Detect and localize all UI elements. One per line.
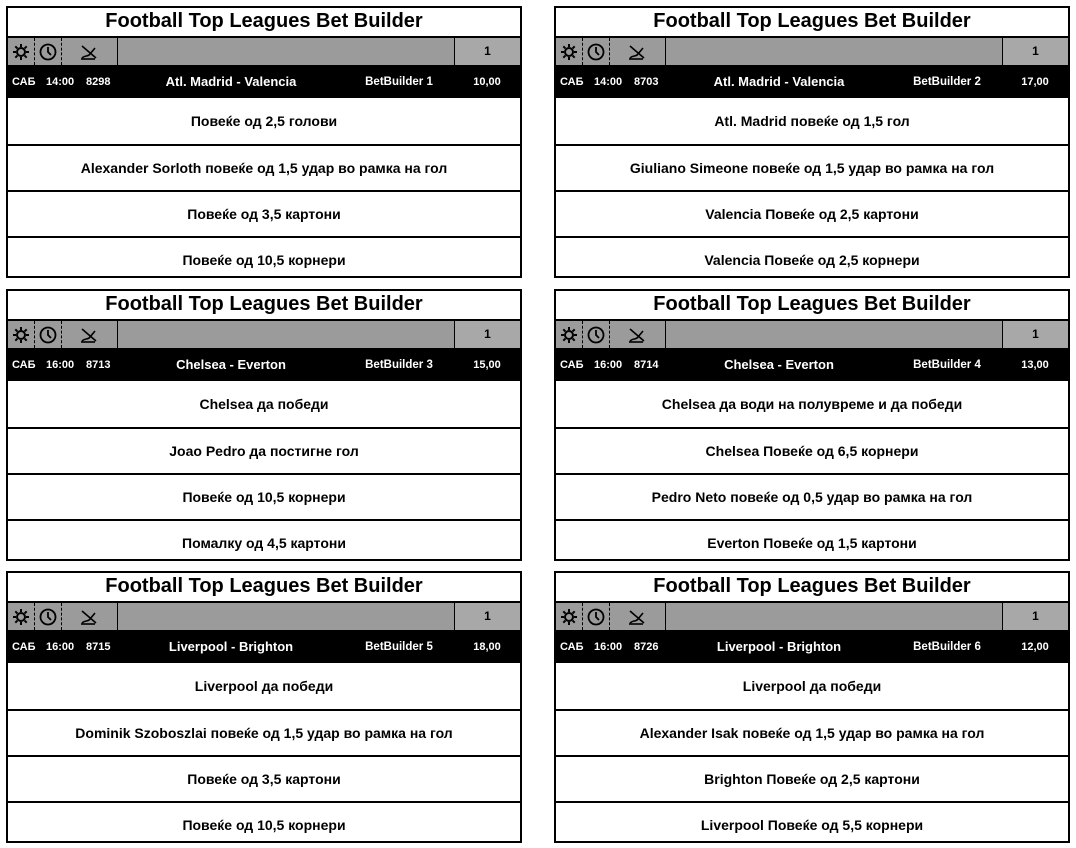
gear-icon[interactable] xyxy=(8,38,35,65)
betbuilder-label: BetBuilder 4 xyxy=(913,359,981,371)
selection-2: Chelsea Повеќе од 6,5 корнери xyxy=(556,427,1068,473)
match-day: САБ xyxy=(560,359,584,371)
card-toolbar xyxy=(8,38,520,66)
match-teams: Liverpool - Brighton xyxy=(168,639,294,654)
card-title: Football Top Leagues Bet Builder xyxy=(8,8,520,38)
clock-icon[interactable] xyxy=(35,603,62,630)
selection-1: Atl. Madrid повеќе од 1,5 гол xyxy=(714,113,910,129)
match-odd: 10,00 xyxy=(473,76,501,88)
bet-card-4 xyxy=(554,289,1070,561)
no-writing-icon[interactable] xyxy=(610,321,666,348)
match-info-bar[interactable] xyxy=(556,349,1068,381)
betbuilder-label: BetBuilder 5 xyxy=(365,641,433,653)
bet-card-3 xyxy=(6,289,522,561)
selection-3: Повеќе од 10,5 корнери xyxy=(8,473,520,519)
bet-card-1 xyxy=(6,6,522,278)
bet-card-6 xyxy=(554,571,1070,843)
match-time: 16:00 xyxy=(594,641,623,653)
gear-icon[interactable] xyxy=(8,321,35,348)
gear-icon[interactable] xyxy=(556,321,583,348)
card-title: Football Top Leagues Bet Builder xyxy=(556,8,1068,38)
match-teams: Chelsea - Everton xyxy=(724,357,834,372)
selection-2: Dominik Szoboszlai повеќе од 1,5 удар во рамка на гол xyxy=(8,709,520,755)
selection-4: Повеќе од 10,5 корнери xyxy=(8,801,520,847)
match-time: 14:00 xyxy=(594,76,623,88)
selection-4: Everton Повеќе од 1,5 картони xyxy=(556,519,1068,565)
match-day: САБ xyxy=(12,641,36,653)
selection-2: Alexander Sorloth повеќе од 1,5 удар во рамка на гол xyxy=(8,144,520,190)
match-teams: Chelsea - Everton xyxy=(176,357,286,372)
bet-count: 1 xyxy=(1002,38,1068,65)
selection-4: Помалку од 4,5 картони xyxy=(8,519,520,565)
selection-3: Brighton Повеќе од 2,5 картони xyxy=(556,755,1068,801)
match-code: 8726 xyxy=(634,641,659,653)
match-day: САБ xyxy=(560,641,584,653)
match-code: 8715 xyxy=(86,641,111,653)
selection-3: Pedro Neto повеќе од 0,5 удар во рамка на гол xyxy=(556,473,1068,519)
clock-icon[interactable] xyxy=(583,38,610,65)
match-day: САБ xyxy=(560,76,584,88)
clock-icon[interactable] xyxy=(35,38,62,65)
card-toolbar xyxy=(556,321,1068,349)
match-info-bar[interactable] xyxy=(556,66,1068,98)
match-info-bar[interactable] xyxy=(8,349,520,381)
match-time: 16:00 xyxy=(46,359,75,371)
card-toolbar xyxy=(556,603,1068,631)
match-odd: 18,00 xyxy=(473,641,501,653)
selection-2: Giuliano Simeone повеќе од 1,5 удар во рамка на гол xyxy=(556,144,1068,190)
gear-icon[interactable] xyxy=(8,603,35,630)
match-code: 8714 xyxy=(634,359,659,371)
betbuilder-label: BetBuilder 3 xyxy=(365,359,433,371)
match-code: 8713 xyxy=(86,359,111,371)
match-teams: Liverpool - Brighton xyxy=(716,639,842,654)
betbuilder-label: BetBuilder 6 xyxy=(913,641,981,653)
card-toolbar xyxy=(8,321,520,349)
match-time: 16:00 xyxy=(46,641,75,653)
bet-count: 1 xyxy=(454,321,520,348)
card-title: Football Top Leagues Bet Builder xyxy=(556,573,1068,603)
selection-4: Повеќе од 10,5 корнери xyxy=(8,236,520,282)
no-writing-icon[interactable] xyxy=(62,38,118,65)
card-toolbar xyxy=(556,38,1068,66)
selection-4: Liverpool Повеќе од 5,5 корнери xyxy=(556,801,1068,847)
gear-icon[interactable] xyxy=(556,38,583,65)
match-teams: Atl. Madrid - Valencia xyxy=(165,74,297,89)
card-title: Football Top Leagues Bet Builder xyxy=(556,291,1068,321)
clock-icon[interactable] xyxy=(35,321,62,348)
betbuilder-label: BetBuilder 2 xyxy=(913,76,981,88)
match-odd: 17,00 xyxy=(1021,76,1049,88)
no-writing-icon[interactable] xyxy=(610,603,666,630)
bet-card-5 xyxy=(6,571,522,843)
match-teams: Atl. Madrid - Valencia xyxy=(713,74,845,89)
gear-icon[interactable] xyxy=(556,603,583,630)
match-odd: 13,00 xyxy=(1021,359,1049,371)
match-info-bar[interactable] xyxy=(8,66,520,98)
match-odd: 15,00 xyxy=(473,359,501,371)
selection-1: Liverpool да победи xyxy=(194,678,334,694)
betbuilder-label: BetBuilder 1 xyxy=(365,76,433,88)
match-code: 8298 xyxy=(86,76,111,88)
match-info-bar[interactable] xyxy=(8,631,520,663)
bet-count: 1 xyxy=(1002,321,1068,348)
selection-2: Joao Pedro да постигне гол xyxy=(8,427,520,473)
card-title: Football Top Leagues Bet Builder xyxy=(8,573,520,603)
match-odd: 12,00 xyxy=(1021,641,1049,653)
bet-count: 1 xyxy=(454,38,520,65)
card-title: Football Top Leagues Bet Builder xyxy=(8,291,520,321)
match-time: 16:00 xyxy=(594,359,623,371)
selection-1: Liverpool да победи xyxy=(742,678,882,694)
selection-3: Повеќе од 3,5 картони xyxy=(8,755,520,801)
clock-icon[interactable] xyxy=(583,321,610,348)
selection-2: Alexander Isak повеќе од 1,5 удар во рамка на гол xyxy=(556,709,1068,755)
clock-icon[interactable] xyxy=(583,603,610,630)
selection-3: Valencia Повеќе од 2,5 картони xyxy=(556,190,1068,236)
selection-1: Chelsea да води на полувреме и да победи xyxy=(661,396,963,412)
no-writing-icon[interactable] xyxy=(610,38,666,65)
bet-count: 1 xyxy=(454,603,520,630)
card-toolbar xyxy=(8,603,520,631)
bet-count: 1 xyxy=(1002,603,1068,630)
selection-1: Chelsea да победи xyxy=(199,396,329,412)
match-day: САБ xyxy=(12,76,36,88)
selection-1: Повеќе од 2,5 голови xyxy=(190,113,338,129)
match-time: 14:00 xyxy=(46,76,75,88)
bet-card-2 xyxy=(554,6,1070,278)
selection-3: Повеќе од 3,5 картони xyxy=(8,190,520,236)
selection-4: Valencia Повеќе од 2,5 корнери xyxy=(556,236,1068,282)
no-writing-icon[interactable] xyxy=(62,321,118,348)
match-info-bar[interactable] xyxy=(556,631,1068,663)
no-writing-icon[interactable] xyxy=(62,603,118,630)
match-day: САБ xyxy=(12,359,36,371)
match-code: 8703 xyxy=(634,76,659,88)
